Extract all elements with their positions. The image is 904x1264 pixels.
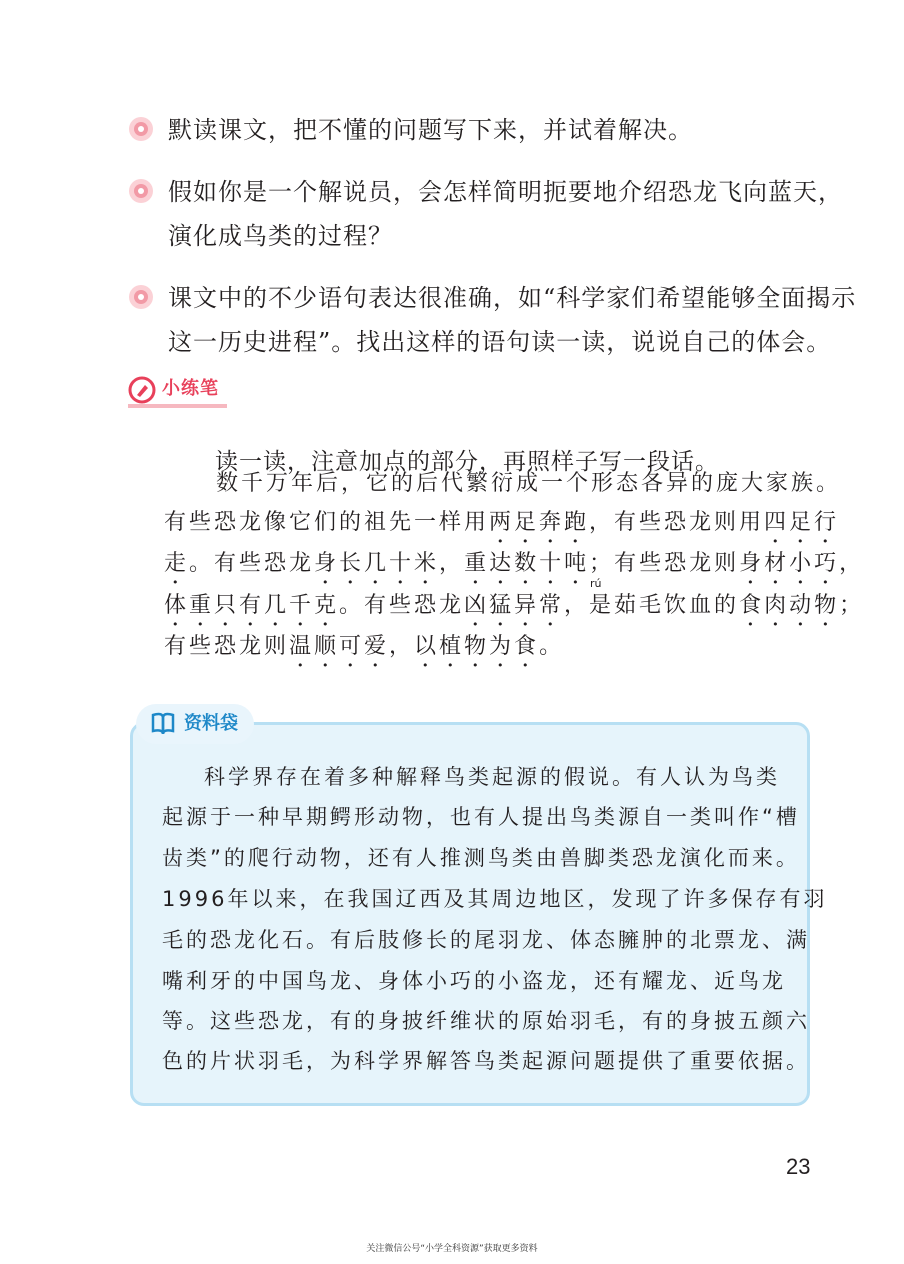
emphasized-phrase: 身长几十米 bbox=[314, 551, 440, 576]
info-section-label bbox=[136, 704, 254, 744]
emphasized-phrase: 凶猛异常 bbox=[464, 593, 565, 618]
question-3-line-1: 课文中的不少语句表达很准确，如“科学家们希望能够全面揭示 bbox=[168, 284, 857, 312]
text-segment: 。有些恐龙 bbox=[189, 551, 315, 576]
emphasized-phrase: 重达数十吨 bbox=[464, 551, 590, 576]
pencil-bullet-icon bbox=[128, 284, 154, 310]
text-segment: 有些恐龙像它们的祖先一样用 bbox=[164, 510, 490, 535]
emphasized-phrase: 温顺可爱 bbox=[289, 634, 390, 659]
emphasized-phrase: 身材小巧 bbox=[739, 551, 840, 576]
emphasized-phrase: 四足行 bbox=[764, 510, 840, 535]
text-segment: 数千万年后，它的后代繁衍成一个形态各异的庞大家族。 bbox=[216, 471, 842, 496]
text-segment: ，是茹毛饮血的 bbox=[564, 593, 740, 618]
question-1-line-1: 默读课文，把不懂的问题写下来，并试着解决。 bbox=[168, 116, 693, 144]
practice-line bbox=[216, 469, 841, 499]
footer-note: 关注微信公号“小学全科资源”获取更多资料 bbox=[366, 1244, 538, 1254]
practice-instruction: 读一读，注意加点的部分，再照样子写一段话。 bbox=[215, 449, 719, 475]
info-line: 嘴利牙的中国鸟龙、身体小巧的小盗龙，还有耀龙、近鸟龙 bbox=[162, 969, 786, 993]
info-line: 1996年以来，在我国辽西及其周边地区，发现了许多保存有羽 bbox=[162, 887, 828, 911]
text-segment: 。 bbox=[539, 634, 565, 659]
text-segment: 有些恐龙则 bbox=[164, 634, 290, 659]
question-2-line-2: 演化成鸟类的过程？ bbox=[168, 222, 393, 250]
emphasized-phrase: 体重只有几千克 bbox=[164, 593, 340, 618]
practice-section-label bbox=[128, 374, 238, 408]
pinyin-annotation: rú bbox=[590, 577, 602, 590]
info-line: 毛的恐龙化石。有后肢修长的尾羽龙、体态臃肿的北票龙、满 bbox=[162, 928, 810, 952]
text-segment: 。有些恐龙 bbox=[339, 593, 465, 618]
text-segment: ， bbox=[839, 551, 865, 576]
info-line: 齿类”的爬行动物，还有人推测鸟类由兽脚类恐龙演化而来。 bbox=[162, 846, 800, 870]
info-label-text: 资料袋 bbox=[184, 713, 238, 734]
emphasized-phrase: 以植物为食 bbox=[414, 634, 540, 659]
question-2-line-1: 假如你是一个解说员，会怎样简明扼要地介绍恐龙飞向蓝天， bbox=[168, 178, 843, 206]
practice-line bbox=[164, 549, 864, 589]
book-icon bbox=[150, 712, 176, 736]
page-number: 23 bbox=[786, 1154, 811, 1179]
emphasized-phrase: 走 bbox=[164, 551, 190, 576]
question-3-line-2: 这一历史进程”。找出这样的语句读一读，说说自己的体会。 bbox=[168, 328, 832, 356]
info-line: 科学界存在着多种解释鸟类起源的假说。有人认为鸟类 bbox=[204, 765, 780, 789]
practice-label-text: 小练笔 bbox=[128, 374, 227, 408]
text-segment: ， bbox=[439, 551, 465, 576]
practice-line bbox=[164, 632, 564, 672]
text-segment: ； bbox=[839, 593, 865, 618]
pencil-bullet-icon bbox=[128, 178, 154, 204]
practice-line bbox=[164, 591, 864, 631]
text-segment: ；有些恐龙则 bbox=[589, 551, 740, 576]
text-segment: ， bbox=[389, 634, 415, 659]
pencil-bullet-icon bbox=[128, 116, 154, 142]
emphasized-phrase: 两足奔跑 bbox=[489, 510, 590, 535]
text-segment: ，有些恐龙则用 bbox=[589, 510, 765, 535]
practice-line bbox=[164, 508, 839, 548]
emphasized-phrase: 食肉动物 bbox=[739, 593, 840, 618]
info-line: 等。这些恐龙，有的身披纤维状的原始羽毛，有的身披五颜六 bbox=[162, 1009, 810, 1033]
info-line: 色的片状羽毛，为科学界解答鸟类起源问题提供了重要依据。 bbox=[162, 1049, 810, 1073]
info-line: 起源于一种早期鳄形动物，也有人提出鸟类源自一类叫作“槽 bbox=[162, 805, 800, 829]
